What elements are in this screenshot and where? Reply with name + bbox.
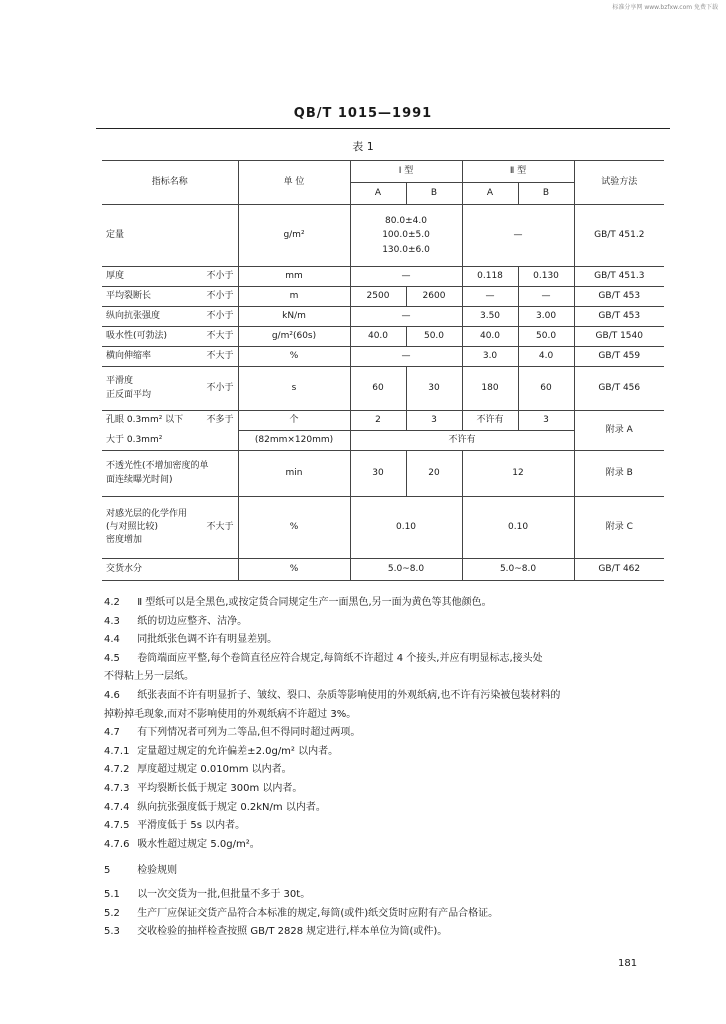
page-number: 181	[618, 958, 638, 969]
row-name	[102, 267, 238, 287]
row-name-text	[106, 375, 151, 401]
row-name-line: 密度增加	[106, 535, 143, 546]
row-qualifier: 不小于	[206, 382, 234, 393]
type2-b-value: 0.130	[518, 267, 574, 287]
row-name: 交货水分	[102, 559, 238, 581]
table-row	[102, 327, 664, 347]
type1-a-value: 40.0	[350, 327, 406, 347]
clause-text: 以一次交货为一批,但批量不多于 30t。	[137, 888, 311, 900]
header-indicator: 指标名称	[102, 161, 238, 205]
spec-table	[102, 160, 664, 581]
clause-number: 4.7	[104, 727, 120, 739]
type2-b-value: 4.0	[518, 347, 574, 367]
row-method: GB/T 453	[574, 307, 664, 327]
row-name-line: (与对照比较)	[106, 521, 159, 532]
clauses-section-4	[104, 594, 664, 942]
row-unit: min	[238, 451, 350, 497]
header-type1: Ⅰ 型	[350, 161, 462, 183]
row-qualifier: 不大于	[206, 350, 234, 361]
header-type1-a: A	[350, 183, 406, 205]
row-unit: g/m²(60s)	[238, 327, 350, 347]
paragraph	[104, 613, 664, 632]
paragraph	[104, 905, 664, 924]
header-type2: Ⅱ 型	[462, 161, 574, 183]
row-method: 附录 B	[574, 451, 664, 497]
type2-a-value: 3.0	[462, 347, 518, 367]
clause-text: 纸张表面不许有明显折子、皱纹、裂口、杂质等影响使用的外观纸病,也不许有污染被包装材料的	[137, 689, 561, 701]
type2-b-value: 3.00	[518, 307, 574, 327]
clause-number: 4.7.6	[104, 838, 130, 850]
paragraph	[104, 650, 664, 669]
value: 130.0±6.0	[382, 244, 430, 255]
row-method: GB/T 451.3	[574, 267, 664, 287]
standard-code: QB/T 1015—1991	[293, 106, 433, 121]
row-name	[102, 367, 238, 411]
clause-text: 吸水性超过规定 5.0g/m²。	[137, 838, 260, 850]
type1-b-value: 30	[406, 367, 462, 411]
table-row	[102, 347, 664, 367]
paragraph	[104, 687, 664, 706]
row-name: 定量	[102, 205, 238, 267]
paragraph	[104, 594, 664, 613]
type1-value: —	[350, 347, 462, 367]
type1-a-value: 2500	[350, 287, 406, 307]
row-qualifier: 不小于	[206, 310, 234, 321]
clause-number: 5.2	[104, 907, 120, 919]
type1-a-value: 2	[350, 411, 406, 431]
row-unit: (82mm×120mm)	[238, 431, 350, 451]
paragraph	[104, 668, 664, 687]
type2-b-value: 50.0	[518, 327, 574, 347]
type2-value: 0.10	[462, 497, 574, 559]
clause-text: 厚度超过规定 0.010mm 以内者。	[137, 764, 292, 776]
row-method: GB/T 462	[574, 559, 664, 581]
row-name-text: 平均裂断长	[106, 290, 152, 301]
row-name	[102, 347, 238, 367]
table-title: 表 1	[352, 140, 374, 153]
header-rule	[96, 128, 670, 129]
table-row	[102, 411, 664, 431]
header-type1-b: B	[406, 183, 462, 205]
clause-text: 有下列情况者可列为二等品,但不得同时超过两项。	[137, 727, 361, 739]
type2-b-value: 60	[518, 367, 574, 411]
type2-value: 12	[462, 451, 574, 497]
clause-number: 4.7.1	[104, 745, 130, 757]
row-name	[102, 411, 238, 431]
paragraph	[104, 923, 664, 942]
clause-number: 4.7.2	[104, 764, 130, 776]
header-type2-b: B	[518, 183, 574, 205]
table-row	[102, 367, 664, 411]
value: 100.0±5.0	[382, 230, 430, 241]
row-name-line: 不透光性(不增加密度的单	[106, 461, 209, 472]
type1-value: —	[350, 307, 462, 327]
row-qualifier: 不大于	[206, 330, 234, 341]
row-qualifier: 不大于	[206, 521, 234, 532]
table-row	[102, 307, 664, 327]
clause-number: 4.6	[104, 689, 120, 701]
table-header-row	[102, 161, 664, 183]
row-name-line: 平滑度	[106, 376, 134, 387]
section-number: 5	[104, 865, 111, 877]
type1-value: 0.10	[350, 497, 462, 559]
row-name-line: 对感光层的化学作用	[106, 508, 188, 519]
clause-text: 纸的切边应整齐、洁净。	[137, 615, 248, 627]
row-name	[102, 287, 238, 307]
clause-text: 平均裂断长低于规定 300m 以内者。	[137, 782, 303, 794]
paragraph	[104, 886, 664, 905]
row-method: GB/T 459	[574, 347, 664, 367]
row-unit: %	[238, 497, 350, 559]
type1-a-value: 30	[350, 451, 406, 497]
row-qualifier: 不多于	[206, 415, 234, 426]
row-unit: mm	[238, 267, 350, 287]
clause-number: 5.3	[104, 926, 120, 938]
clause-number: 4.7.3	[104, 782, 130, 794]
clause-number: 4.4	[104, 634, 120, 646]
row-name	[102, 451, 238, 497]
row-name-text: 孔眼 0.3mm² 以下	[106, 415, 184, 426]
row-method: GB/T 1540	[574, 327, 664, 347]
row-name-line: 正反面平均	[106, 389, 152, 400]
row-name	[102, 327, 238, 347]
row-qualifier: 不小于	[206, 290, 234, 301]
paragraph	[104, 836, 664, 855]
type2-value: 5.0~8.0	[462, 559, 574, 581]
paragraph	[104, 631, 664, 650]
row-name-text: 吸水性(可勃法)	[106, 330, 168, 341]
row-method: GB/T 456	[574, 367, 664, 411]
table-row	[102, 497, 664, 559]
clause-text: 平滑度低于 5s 以内者。	[137, 820, 246, 832]
row-unit: %	[238, 347, 350, 367]
clause-text: Ⅱ 型纸可以是全黑色,或按定货合同规定生产一面黑色,另一面为黄色等其他颜色。	[137, 597, 492, 608]
type1-b-value: 2600	[406, 287, 462, 307]
clause-text: 定量超过规定的允许偏差±2.0g/m² 以内者。	[137, 745, 339, 757]
row-method: GB/T 453	[574, 287, 664, 307]
clause-text: 不得粘上另一层纸。	[104, 671, 194, 683]
type2-a-value: 不许有	[462, 411, 518, 431]
clause-text: 交收检验的抽样检查按照 GB/T 2828 规定进行,样本单位为筒(或件)。	[137, 926, 448, 938]
row-name	[102, 307, 238, 327]
watermark: 标准分享网 www.bzfxw.com 免费下载	[612, 4, 718, 11]
paragraph	[104, 724, 664, 743]
clause-number: 4.3	[104, 615, 120, 627]
row-name-text: 横向伸缩率	[106, 350, 152, 361]
type2-a-value: 0.118	[462, 267, 518, 287]
table-row	[102, 267, 664, 287]
clause-number: 4.7.5	[104, 820, 130, 832]
paragraph	[104, 743, 664, 762]
row-method: GB/T 451.2	[574, 205, 664, 267]
row-unit: m	[238, 287, 350, 307]
clause-number: 5.1	[104, 888, 120, 900]
paragraph	[104, 761, 664, 780]
row-name: 大于 0.3mm²	[102, 431, 238, 451]
type2-a-value: 3.50	[462, 307, 518, 327]
header-unit: 单 位	[238, 161, 350, 205]
type1-values	[350, 205, 462, 267]
type2-a-value: 180	[462, 367, 518, 411]
clause-text: 同批纸张色调不许有明显差别。	[137, 634, 278, 646]
type1-b-value: 20	[406, 451, 462, 497]
paragraph	[104, 780, 664, 799]
clause-number: 4.7.4	[104, 801, 130, 813]
paragraph	[104, 817, 664, 836]
header-type2-a: A	[462, 183, 518, 205]
type2-value: —	[462, 205, 574, 267]
row-method: 附录 C	[574, 497, 664, 559]
type1-a-value: 60	[350, 367, 406, 411]
type2-a-value: 40.0	[462, 327, 518, 347]
type2-b-value: —	[518, 287, 574, 307]
row-name	[102, 497, 238, 559]
header-method: 试验方法	[574, 161, 664, 205]
row-unit: %	[238, 559, 350, 581]
row-qualifier: 不小于	[206, 270, 234, 281]
large-holes-value: 不许有	[350, 431, 574, 451]
row-name-text: 纵向抗张强度	[106, 310, 161, 321]
type2-a-value: —	[462, 287, 518, 307]
row-method: 附录 A	[574, 411, 664, 451]
type2-b-value: 3	[518, 411, 574, 431]
row-name-line: 面连续曝光时间)	[106, 474, 173, 485]
type1-value: 5.0~8.0	[350, 559, 462, 581]
clause-text: 生产厂应保证交货产品符合本标准的规定,每筒(或件)纸交货时应附有产品合格证。	[137, 907, 499, 919]
clause-text: 卷筒端面应平整,每个卷筒直径应符合规定,每筒纸不许超过 4 个接头,并应有明显标志,接头处	[137, 652, 543, 664]
type1-b-value: 50.0	[406, 327, 462, 347]
type1-value: —	[350, 267, 462, 287]
clause-text: 纵向抗张强度低于规定 0.2kN/m 以内者。	[137, 801, 326, 813]
table-row	[102, 287, 664, 307]
row-unit: kN/m	[238, 307, 350, 327]
type1-b-value: 3	[406, 411, 462, 431]
clause-number: 4.5	[104, 652, 120, 664]
row-unit: s	[238, 367, 350, 411]
table-row	[102, 451, 664, 497]
clause-number: 4.2	[104, 597, 120, 608]
paragraph	[104, 706, 664, 725]
clause-text: 掉粉掉毛现象,而对不影响使用的外观纸病不许超过 3%。	[104, 708, 357, 720]
row-unit: 个	[238, 411, 350, 431]
value: 80.0±4.0	[385, 215, 427, 226]
table-row	[102, 205, 664, 267]
paragraph	[104, 799, 664, 818]
section-heading	[104, 862, 664, 881]
section-title: 检验规则	[137, 865, 178, 877]
row-unit: g/m²	[238, 205, 350, 267]
row-name-text: 厚度	[106, 270, 125, 281]
table-row	[102, 559, 664, 581]
